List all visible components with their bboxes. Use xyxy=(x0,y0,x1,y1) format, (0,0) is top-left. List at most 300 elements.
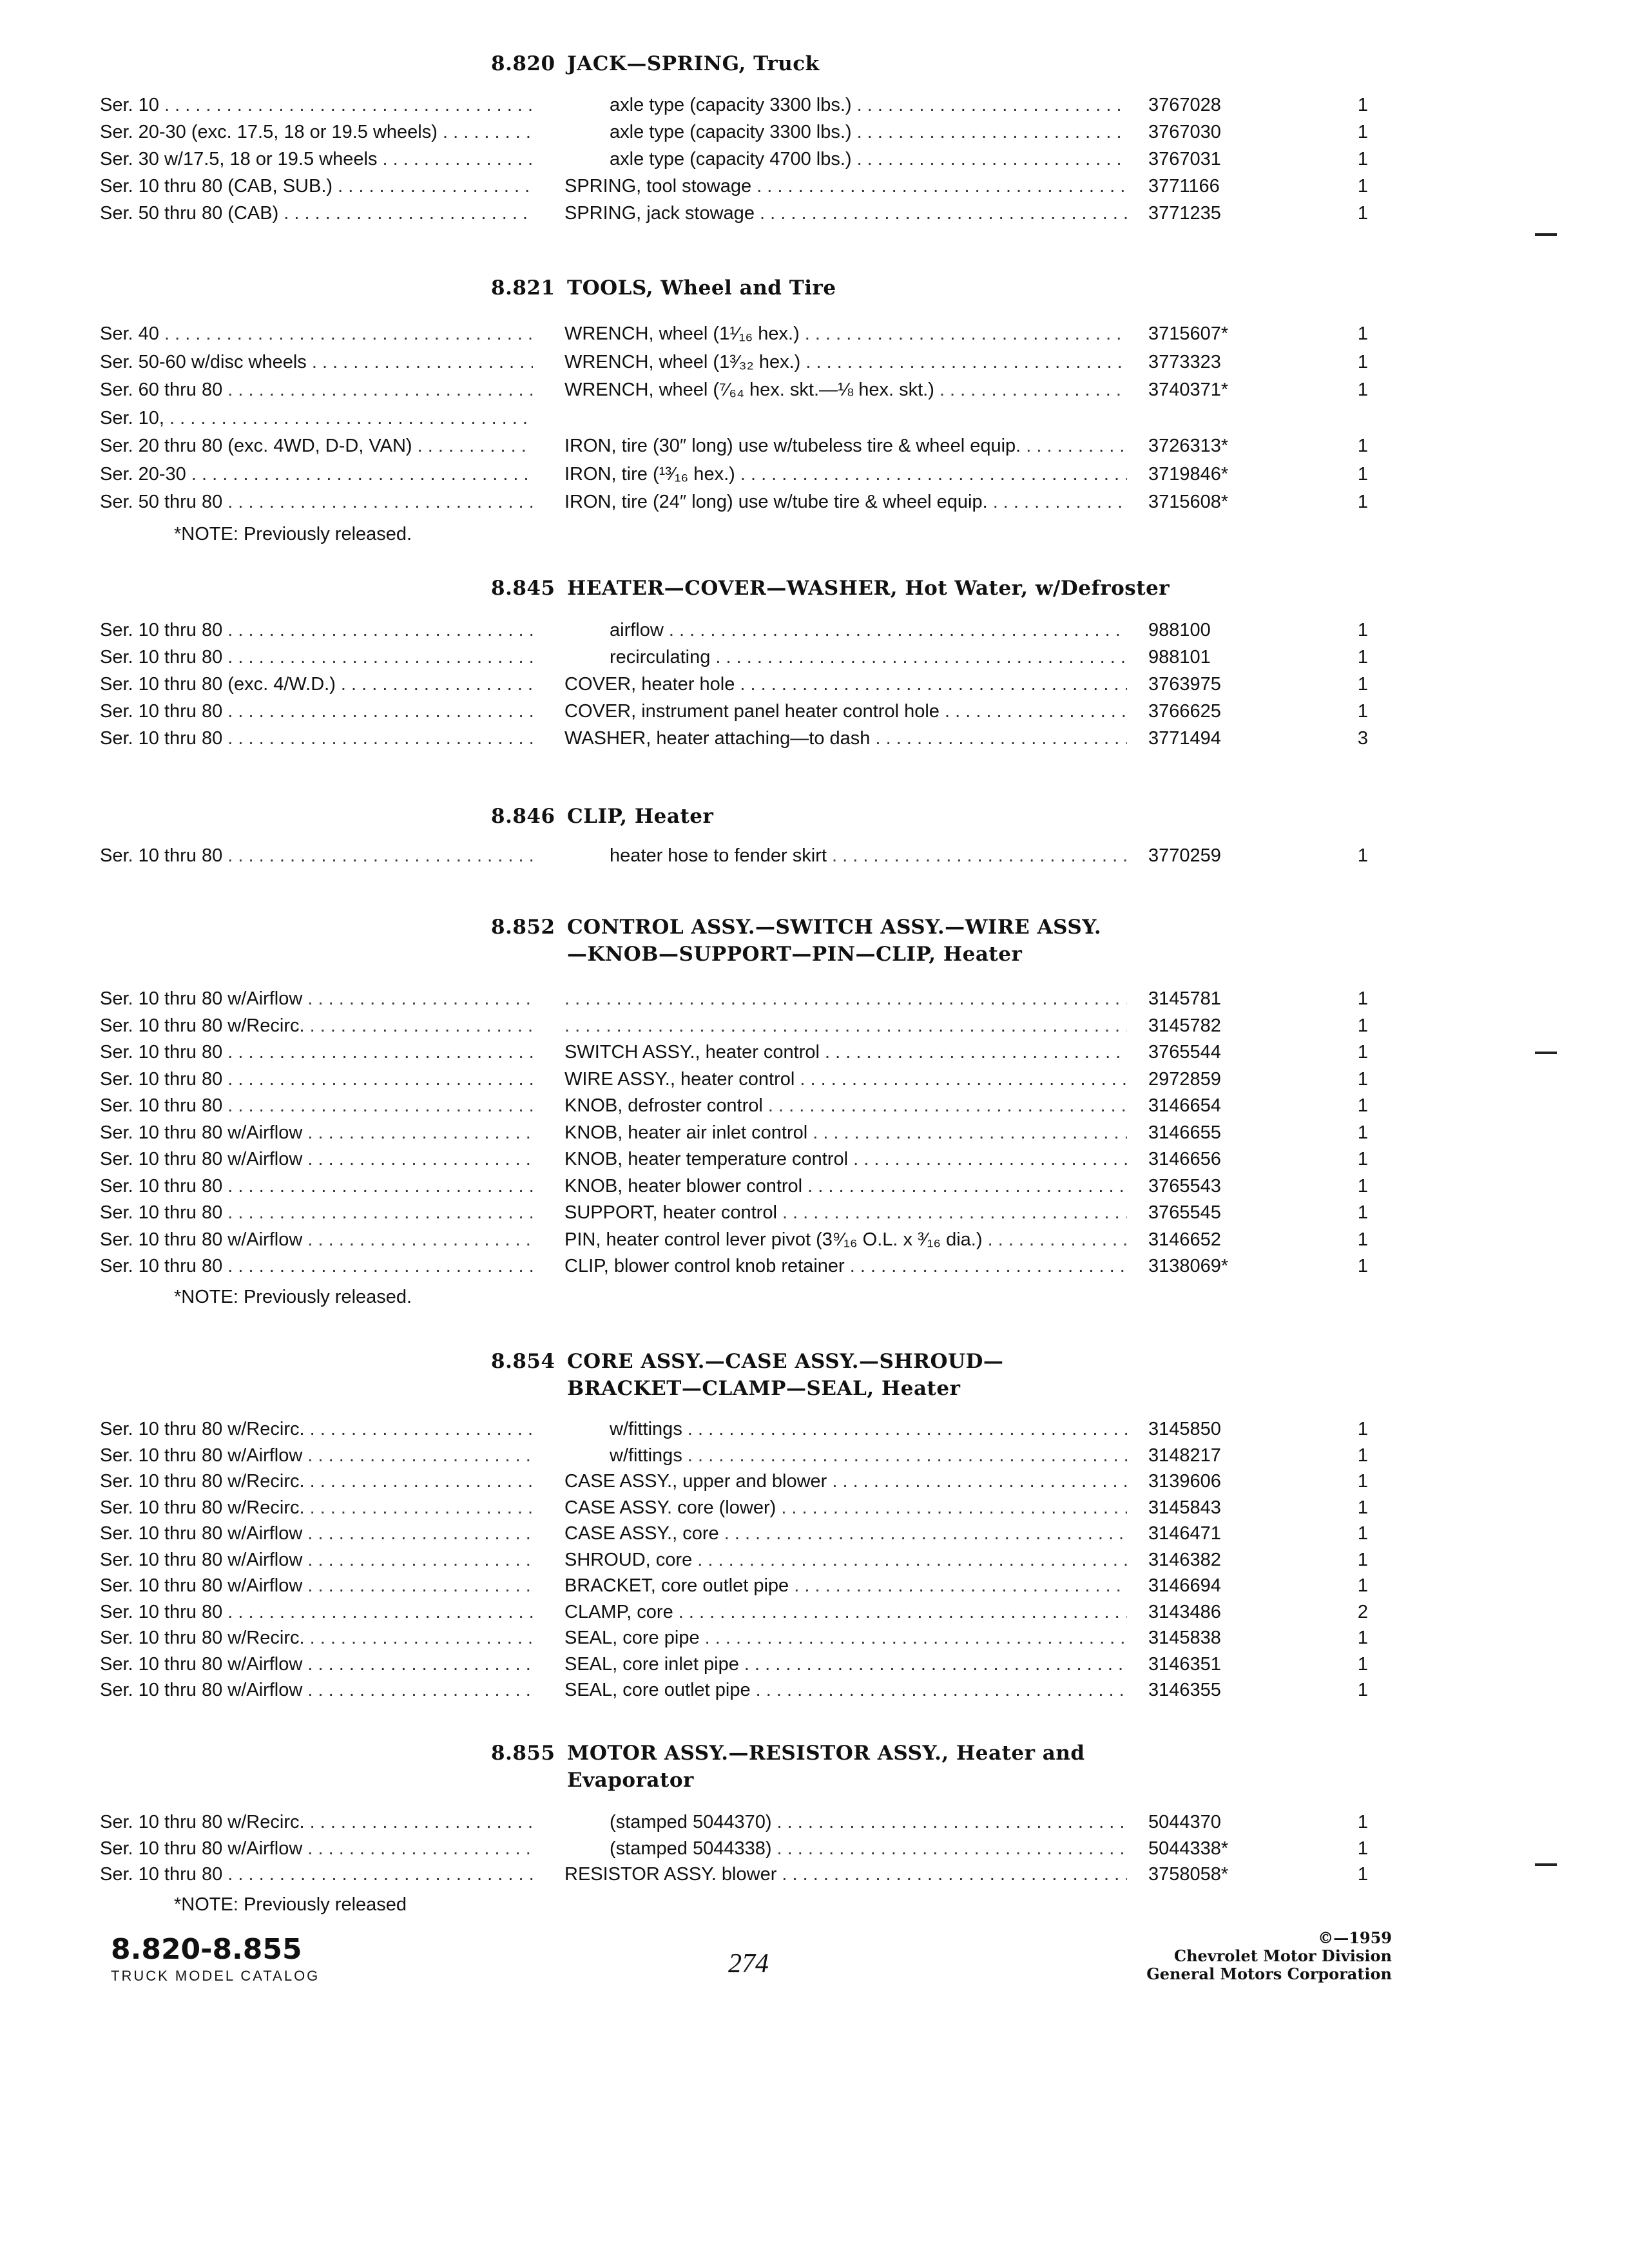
section-title xyxy=(567,575,1170,602)
description-cell xyxy=(564,433,1127,459)
part-row xyxy=(0,1416,1629,1442)
application-cell xyxy=(100,1836,533,1861)
application-cell xyxy=(100,1253,533,1279)
description-cell xyxy=(564,1200,1127,1225)
section-title-line: TOOLS, Wheel and Tire xyxy=(567,276,836,300)
description-text: axle type (capacity 3300 lbs.) xyxy=(610,122,852,142)
part-row xyxy=(0,200,1629,226)
description-cell xyxy=(564,1066,1127,1092)
description-cell xyxy=(564,1173,1127,1199)
application-text: Ser. 10 thru 80 w/Recirc. xyxy=(100,1812,305,1832)
application-text: Ser. 10 thru 80 w/Airflow xyxy=(100,1653,303,1675)
description-text: BRACKET, core outlet pipe xyxy=(564,1575,789,1596)
section-number: 8.854 xyxy=(491,1350,555,1373)
section-note: *NOTE: Previously released xyxy=(174,1894,407,1915)
description-cell xyxy=(564,173,1127,199)
application-text: Ser. 10, xyxy=(100,407,164,428)
application-cell xyxy=(100,1066,533,1092)
application-text: Ser. 10 xyxy=(100,95,159,115)
description-text: COVER, heater hole xyxy=(564,674,735,695)
description-text: SEAL, core inlet pipe xyxy=(564,1653,739,1675)
description-text: axle type (capacity 4700 lbs.) xyxy=(610,149,852,169)
description-cell xyxy=(564,698,1127,724)
quantity: 1 xyxy=(1357,1471,1369,1492)
part-number: 3145782 xyxy=(1148,1015,1221,1036)
part-row xyxy=(0,146,1629,172)
description-cell xyxy=(564,349,1127,375)
description-cell xyxy=(610,1809,1127,1835)
application-cell xyxy=(100,1227,533,1253)
application-text: Ser. 50 thru 80 xyxy=(100,492,223,512)
part-row xyxy=(0,1443,1629,1468)
catalog-name: TRUCK MODEL CATALOG xyxy=(111,1968,320,1984)
description-text: w/fittings xyxy=(610,1445,682,1466)
description-cell xyxy=(610,92,1127,118)
description-text: axle type (capacity 3300 lbs.) xyxy=(610,95,852,115)
application-text: Ser. 30 w/17.5, 18 or 19.5 wheels xyxy=(100,149,378,169)
description-text: PIN, heater control lever pivot (3⁹⁄₁₆ O.L. x ³⁄₁₆ dia.) xyxy=(564,1229,983,1250)
application-text: Ser. 10 thru 80 xyxy=(100,701,223,722)
quantity: 1 xyxy=(1357,1229,1369,1250)
description-cell xyxy=(610,1416,1127,1442)
part-row xyxy=(0,92,1629,118)
part-row xyxy=(0,671,1629,697)
quantity: 1 xyxy=(1357,1095,1369,1116)
quantity: 2 xyxy=(1357,1601,1369,1622)
description-cell xyxy=(610,617,1127,643)
part-row xyxy=(0,349,1629,375)
part-number: 3770259 xyxy=(1148,845,1221,866)
part-row xyxy=(0,321,1629,347)
quantity: 1 xyxy=(1357,1653,1369,1675)
quantity: 1 xyxy=(1357,1256,1369,1276)
application-text: Ser. 10 thru 80 w/Recirc. xyxy=(100,1419,305,1439)
part-number: 3767031 xyxy=(1148,149,1221,169)
application-cell xyxy=(100,405,533,431)
application-text: Ser. 10 thru 80 w/Airflow xyxy=(100,1680,303,1700)
description-cell xyxy=(564,1495,1127,1521)
description-cell xyxy=(564,377,1127,403)
part-number: 3146652 xyxy=(1148,1229,1221,1250)
part-row xyxy=(0,1200,1629,1225)
quantity: 1 xyxy=(1357,436,1369,456)
description-cell xyxy=(564,489,1127,515)
section-title-line: MOTOR ASSY.—RESISTOR ASSY., Heater and xyxy=(567,1742,1085,1765)
margin-mark xyxy=(1535,233,1557,236)
section-title-line: CLIP, Heater xyxy=(567,805,714,828)
application-cell xyxy=(100,1443,533,1468)
quantity: 1 xyxy=(1357,203,1369,224)
quantity: 1 xyxy=(1357,620,1369,640)
part-row xyxy=(0,986,1629,1012)
part-row xyxy=(0,1039,1629,1065)
description-text: heater hose to fender skirt xyxy=(610,845,827,866)
application-text: Ser. 40 xyxy=(100,323,159,344)
section-note: *NOTE: Previously released. xyxy=(174,1286,412,1307)
quantity: 1 xyxy=(1357,845,1369,866)
application-text: Ser. 10 thru 80 xyxy=(100,845,223,866)
description-cell xyxy=(564,1651,1127,1677)
application-cell xyxy=(100,1651,533,1677)
description-text: (stamped 5044338) xyxy=(610,1838,772,1859)
description-text: WRENCH, wheel (1³⁄₃₂ hex.) xyxy=(564,351,801,372)
description-cell xyxy=(564,1120,1127,1146)
application-cell xyxy=(100,1625,533,1651)
quantity: 1 xyxy=(1357,1497,1369,1518)
description-text: WRENCH, wheel (1¹⁄₁₆ hex.) xyxy=(564,323,800,344)
description-text: COVER, instrument panel heater control hole xyxy=(564,701,940,722)
application-text: Ser. 20 thru 80 (exc. 4WD, D-D, VAN) xyxy=(100,436,412,456)
description-text: WIRE ASSY., heater control xyxy=(564,1068,795,1090)
application-cell xyxy=(100,146,533,172)
part-row xyxy=(0,1625,1629,1651)
description-cell xyxy=(564,1573,1127,1599)
quantity: 1 xyxy=(1357,1812,1369,1832)
part-row xyxy=(0,617,1629,643)
quantity: 1 xyxy=(1357,1202,1369,1223)
description-text: KNOB, defroster control xyxy=(564,1095,763,1116)
part-number: 3771494 xyxy=(1148,728,1221,749)
part-row xyxy=(0,1861,1629,1887)
application-text: Ser. 10 thru 80 xyxy=(100,1095,223,1116)
quantity: 1 xyxy=(1357,149,1369,169)
description-cell xyxy=(564,461,1127,487)
description-cell xyxy=(610,1443,1127,1468)
application-text: Ser. 10 thru 80 xyxy=(100,1256,223,1276)
part-row xyxy=(0,1809,1629,1835)
quantity: 1 xyxy=(1357,1068,1369,1090)
application-text: Ser. 50-60 w/disc wheels xyxy=(100,351,307,372)
part-row xyxy=(0,173,1629,199)
part-number: 3146351 xyxy=(1148,1653,1221,1675)
quantity: 1 xyxy=(1357,1149,1369,1169)
application-cell xyxy=(100,1146,533,1172)
description-text: airflow xyxy=(610,620,664,640)
quantity: 1 xyxy=(1357,674,1369,695)
application-text: Ser. 10 thru 80 w/Airflow xyxy=(100,988,303,1009)
application-cell xyxy=(100,843,533,869)
description-text: CLAMP, core xyxy=(564,1601,673,1622)
description-text: CASE ASSY., upper and blower xyxy=(564,1471,827,1492)
part-row xyxy=(0,644,1629,670)
part-row xyxy=(0,1227,1629,1253)
part-row xyxy=(0,698,1629,724)
section-number: 8.821 xyxy=(491,276,555,300)
quantity: 1 xyxy=(1357,176,1369,197)
description-cell xyxy=(610,843,1127,869)
section-title xyxy=(567,50,820,77)
application-text: Ser. 20-30 xyxy=(100,463,186,485)
page-footer-left xyxy=(111,1933,320,1986)
application-text: Ser. 20-30 (exc. 17.5, 18 or 19.5 wheels) xyxy=(100,122,438,142)
application-text: Ser. 10 thru 80 w/Recirc. xyxy=(100,1015,305,1036)
description-text: SPRING, jack stowage xyxy=(564,203,755,224)
application-cell xyxy=(100,1599,533,1625)
part-row xyxy=(0,489,1629,515)
application-text: Ser. 10 thru 80 (CAB, SUB.) xyxy=(100,176,333,197)
part-number: 3145843 xyxy=(1148,1497,1221,1518)
application-text: Ser. 10 thru 80 (exc. 4/W.D.) xyxy=(100,674,336,695)
quantity: 1 xyxy=(1357,1042,1369,1062)
part-number: 2972859 xyxy=(1148,1068,1221,1090)
application-text: Ser. 10 thru 80 xyxy=(100,647,223,668)
quantity: 1 xyxy=(1357,1549,1369,1570)
part-number: 3139606 xyxy=(1148,1471,1221,1492)
part-number: 3146355 xyxy=(1148,1680,1221,1700)
application-text: Ser. 10 thru 80 w/Recirc. xyxy=(100,1497,305,1518)
quantity: 1 xyxy=(1357,1523,1369,1544)
part-number: 3146654 xyxy=(1148,1095,1221,1116)
part-number: 3143486 xyxy=(1148,1601,1221,1622)
application-cell xyxy=(100,1809,533,1835)
description-text: SEAL, core outlet pipe xyxy=(564,1680,751,1700)
description-cell xyxy=(610,644,1127,670)
publisher-block xyxy=(1057,1929,1392,1983)
section-number: 8.820 xyxy=(491,52,555,75)
description-text: IRON, tire (30″ long) use w/tubeless tire & wheel equip. xyxy=(564,436,1021,456)
part-row xyxy=(0,1253,1629,1279)
part-row xyxy=(0,1173,1629,1199)
part-row xyxy=(0,1547,1629,1573)
application-cell xyxy=(100,1677,533,1703)
application-text: Ser. 10 thru 80 xyxy=(100,1601,223,1622)
section-title-line: Evaporator xyxy=(567,1769,694,1792)
description-cell xyxy=(564,1521,1127,1546)
part-row xyxy=(0,1468,1629,1494)
part-number: 5044338* xyxy=(1148,1838,1229,1859)
description-text: IRON, tire (24″ long) use w/tube tire & wheel equip. xyxy=(564,492,988,512)
part-row xyxy=(0,1120,1629,1146)
quantity: 1 xyxy=(1357,701,1369,722)
part-row xyxy=(0,1146,1629,1172)
application-cell xyxy=(100,1547,533,1573)
application-cell xyxy=(100,1120,533,1146)
part-row xyxy=(0,1521,1629,1546)
application-cell xyxy=(100,461,533,487)
section-title-line: CONTROL ASSY.—SWITCH ASSY.—WIRE ASSY. xyxy=(567,916,1102,939)
description-cell xyxy=(610,146,1127,172)
part-row xyxy=(0,1573,1629,1599)
description-text: KNOB, heater air inlet control xyxy=(564,1122,808,1143)
part-number: 3773323 xyxy=(1148,351,1221,372)
part-row xyxy=(0,726,1629,751)
part-number: 3765545 xyxy=(1148,1202,1221,1223)
description-cell xyxy=(564,1625,1127,1651)
application-text: Ser. 10 thru 80 w/Recirc. xyxy=(100,1628,305,1648)
application-cell xyxy=(100,1416,533,1442)
part-row xyxy=(0,433,1629,459)
quantity: 3 xyxy=(1357,728,1369,749)
quantity: 1 xyxy=(1357,1445,1369,1466)
quantity: 1 xyxy=(1357,351,1369,372)
application-cell xyxy=(100,1013,533,1039)
margin-mark xyxy=(1535,1863,1557,1866)
application-cell xyxy=(100,173,533,199)
description-cell xyxy=(564,1039,1127,1065)
application-cell xyxy=(100,1468,533,1494)
quantity: 1 xyxy=(1357,95,1369,115)
description-cell xyxy=(610,1836,1127,1861)
part-number: 3715608* xyxy=(1148,492,1229,512)
application-cell xyxy=(100,698,533,724)
part-number: 3766625 xyxy=(1148,701,1221,722)
description-text: CASE ASSY., core xyxy=(564,1523,719,1544)
description-cell xyxy=(564,1547,1127,1573)
description-text: w/fittings xyxy=(610,1419,682,1439)
application-cell xyxy=(100,1039,533,1065)
part-number: 3763975 xyxy=(1148,674,1221,695)
description-cell xyxy=(564,1227,1127,1253)
corporation-name: General Motors Corporation xyxy=(1146,1965,1392,1983)
description-cell xyxy=(564,200,1127,226)
description-text: SEAL, core pipe xyxy=(564,1628,700,1648)
part-number: 3771235 xyxy=(1148,203,1221,224)
description-text: SUPPORT, heater control xyxy=(564,1202,777,1223)
quantity: 1 xyxy=(1357,1015,1369,1036)
part-number: 3145838 xyxy=(1148,1628,1221,1648)
description-text: IRON, tire (¹³⁄₁₆ hex.) xyxy=(564,463,735,485)
section-title-line: JACK—SPRING, Truck xyxy=(567,52,820,75)
quantity: 1 xyxy=(1357,1175,1369,1196)
description-cell xyxy=(564,1677,1127,1703)
application-text: Ser. 10 thru 80 xyxy=(100,620,223,640)
description-cell xyxy=(564,1013,1127,1039)
description-cell xyxy=(564,1093,1127,1119)
application-cell xyxy=(100,617,533,643)
part-number: 988100 xyxy=(1148,620,1211,640)
part-row xyxy=(0,843,1629,869)
part-number: 3726313* xyxy=(1148,436,1229,456)
application-cell xyxy=(100,1573,533,1599)
part-number: 3146471 xyxy=(1148,1523,1221,1544)
part-number: 3771166 xyxy=(1148,176,1220,197)
description-cell xyxy=(564,1468,1127,1494)
section-title xyxy=(567,1740,1085,1794)
section-title xyxy=(567,274,836,302)
description-text: WASHER, heater attaching—to dash xyxy=(564,728,871,749)
quantity: 1 xyxy=(1357,988,1369,1009)
section-number: 8.852 xyxy=(491,916,555,939)
application-cell xyxy=(100,726,533,751)
application-text: Ser. 10 thru 80 w/Airflow xyxy=(100,1575,303,1596)
description-text: KNOB, heater blower control xyxy=(564,1175,803,1196)
division-name: Chevrolet Motor Division xyxy=(1174,1946,1392,1965)
part-number: 3719846* xyxy=(1148,463,1229,485)
part-row xyxy=(0,461,1629,487)
part-row xyxy=(0,405,1629,431)
description-cell xyxy=(564,986,1127,1012)
description-cell xyxy=(564,671,1127,697)
application-cell xyxy=(100,1861,533,1887)
application-cell xyxy=(100,1093,533,1119)
quantity: 1 xyxy=(1357,1122,1369,1143)
section-title-line: CORE ASSY.—CASE ASSY.—SHROUD— xyxy=(567,1350,1004,1373)
application-cell xyxy=(100,489,533,515)
part-number: 3740371* xyxy=(1148,380,1229,400)
part-row xyxy=(0,1836,1629,1861)
quantity: 1 xyxy=(1357,1575,1369,1596)
description-text: RESISTOR ASSY. blower xyxy=(564,1864,777,1885)
application-text: Ser. 10 thru 80 xyxy=(100,1042,223,1062)
application-cell xyxy=(100,986,533,1012)
part-number: 3767028 xyxy=(1148,95,1221,115)
application-text: Ser. 10 thru 80 w/Airflow xyxy=(100,1122,303,1143)
section-note: *NOTE: Previously released. xyxy=(174,523,412,544)
application-text: Ser. 10 thru 80 w/Recirc. xyxy=(100,1471,305,1492)
description-cell xyxy=(564,1253,1127,1279)
part-number: 3148217 xyxy=(1148,1445,1221,1466)
part-row xyxy=(0,377,1629,403)
application-text: Ser. 10 thru 80 w/Airflow xyxy=(100,1523,303,1544)
application-cell xyxy=(100,119,533,145)
application-text: Ser. 50 thru 80 (CAB) xyxy=(100,203,279,224)
application-text: Ser. 10 thru 80 w/Airflow xyxy=(100,1445,303,1466)
description-text: WRENCH, wheel (⁷⁄₆₄ hex. skt.—⅛ hex. skt.) xyxy=(564,380,934,400)
section-title xyxy=(567,803,713,830)
section-title-line: —KNOB—SUPPORT—PIN—CLIP, Heater xyxy=(567,943,1023,966)
part-number: 3146656 xyxy=(1148,1149,1221,1169)
page-number: 274 xyxy=(728,1949,769,1979)
application-cell xyxy=(100,200,533,226)
part-number: 3146655 xyxy=(1148,1122,1221,1143)
quantity: 1 xyxy=(1357,380,1369,400)
application-text: Ser. 10 thru 80 xyxy=(100,1202,223,1223)
application-cell xyxy=(100,92,533,118)
quantity: 1 xyxy=(1357,1864,1369,1885)
part-number: 3145781 xyxy=(1148,988,1221,1009)
section-number: 8.855 xyxy=(491,1742,555,1765)
part-row xyxy=(0,1495,1629,1521)
section-range-code: 8.820-8.855 xyxy=(111,1933,302,1966)
application-cell xyxy=(100,349,533,375)
margin-mark xyxy=(1535,1052,1557,1054)
description-cell xyxy=(564,1861,1127,1887)
application-text: Ser. 10 thru 80 xyxy=(100,1068,223,1090)
part-row xyxy=(0,1013,1629,1039)
description-text: (stamped 5044370) xyxy=(610,1812,772,1832)
application-cell xyxy=(100,1200,533,1225)
quantity: 1 xyxy=(1357,647,1369,668)
description-text: CASE ASSY. core (lower) xyxy=(564,1497,776,1518)
part-number: 5044370 xyxy=(1148,1812,1221,1832)
description-cell xyxy=(564,726,1127,751)
part-number: 3765544 xyxy=(1148,1042,1221,1062)
application-cell xyxy=(100,1521,533,1546)
application-text: Ser. 10 thru 80 w/Airflow xyxy=(100,1549,303,1570)
quantity: 1 xyxy=(1357,1628,1369,1648)
section-title xyxy=(567,1348,1003,1402)
section-number: 8.845 xyxy=(491,577,555,600)
part-row xyxy=(0,1677,1629,1703)
application-text: Ser. 10 thru 80 xyxy=(100,1175,223,1196)
application-cell xyxy=(100,377,533,403)
description-text: KNOB, heater temperature control xyxy=(564,1149,849,1169)
part-number: 3767030 xyxy=(1148,122,1221,142)
description-cell xyxy=(564,321,1127,347)
copyright: ©—1959 xyxy=(1318,1928,1392,1947)
part-number: 3765543 xyxy=(1148,1175,1221,1196)
part-row xyxy=(0,1599,1629,1625)
application-cell xyxy=(100,321,533,347)
section-title-line: HEATER—COVER—WASHER, Hot Water, w/Defroster xyxy=(567,577,1170,600)
part-number: 3145850 xyxy=(1148,1419,1221,1439)
description-text: SPRING, tool stowage xyxy=(564,176,752,197)
section-title-line: BRACKET—CLAMP—SEAL, Heater xyxy=(567,1377,961,1400)
quantity: 1 xyxy=(1357,492,1369,512)
application-cell xyxy=(100,1495,533,1521)
quantity: 1 xyxy=(1357,122,1369,142)
quantity: 1 xyxy=(1357,1419,1369,1439)
